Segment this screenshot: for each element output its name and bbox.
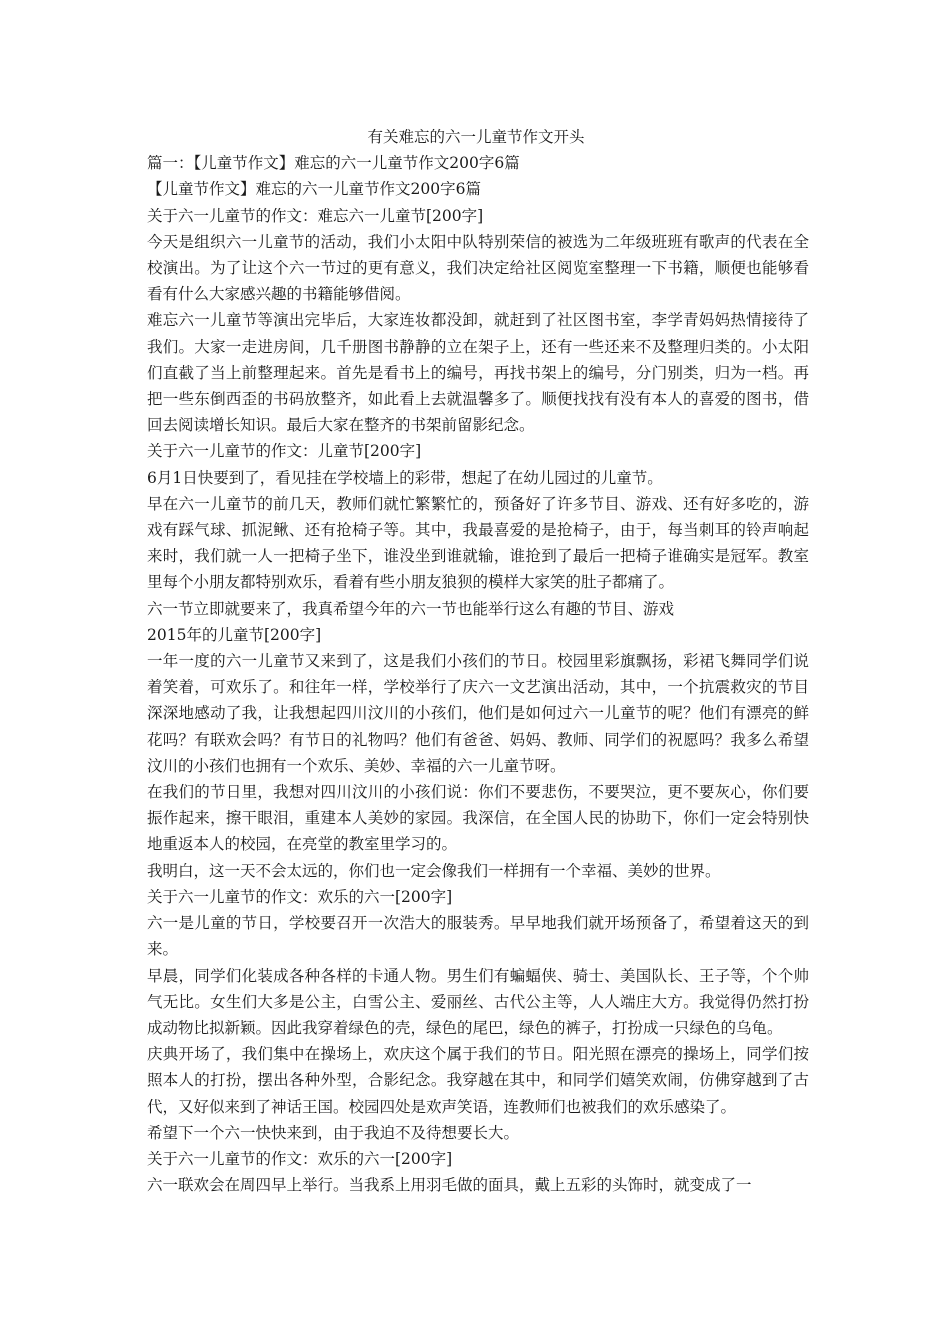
paragraph-9: 六一节立即就要来了，我真希望今年的六一节也能举行这么有趣的节目、游戏 bbox=[147, 599, 675, 618]
paragraph-13: 我明白，这一天不会太远的，你们也一定会像我们一样拥有一个幸福、美妙的世界。 bbox=[147, 861, 721, 880]
paragraph-14: 关于六一儿童节的作文：欢乐的六一[200字] bbox=[147, 887, 453, 906]
paragraph-8: 早在六一儿童节的前几天，教师们就忙繁繁忙的，预备好了许多节目、游戏、还有好多吃的，游戏有踩气球、抓泥鳅、还有抢椅子等。其中，我最喜爱的是抢椅子，由于，每当刺耳的铃声响起来时，我们就一人一把椅子坐下，谁没坐到谁就输，谁抢到了最后一把椅子谁确实是冠军。教室里每个小朋友都特别欢乐，看着有些小朋友狼狈的模样大家笑的肚子都痛了。 bbox=[147, 494, 809, 592]
paragraph-12: 在我们的节日里，我想对四川汶川的小孩们说：你们不要悲伤，不要哭泣，更不要灰心，你们要振作起来，擦干眼泪，重建本人美妙的家园。我深信，在全国人民的协助下，你们一定会特别快地重返本人的校园，在亮堂的教室里学习的。 bbox=[147, 783, 809, 854]
paragraph-19: 关于六一儿童节的作文：欢乐的六一[200字] bbox=[147, 1149, 453, 1168]
paragraph-1: 篇一：【儿童节作文】难忘的六一儿童节作文200字6篇 bbox=[147, 154, 520, 173]
paragraph-7: 6月1日快要到了，看见挂在学校墙上的彩带，想起了在幼儿园过的儿童节。 bbox=[147, 468, 663, 487]
paragraph-6: 关于六一儿童节的作文：儿童节[200字] bbox=[147, 442, 422, 461]
paragraph-10: 2015年的儿童节[200字] bbox=[147, 625, 322, 644]
paragraph-3: 关于六一儿童节的作文：难忘六一儿童节[200字] bbox=[147, 206, 484, 225]
paragraph-4: 今天是组织六一儿童节的活动，我们小太阳中队特别荣信的被选为二年级班班有歌声的代表在全校演出。为了让这个六一节过的更有意义，我们决定给社区阅览室整理一下书籍，顺便也能够看看有什么大家感兴趣的书籍能够借阅。 bbox=[147, 232, 809, 304]
document-title: 有关难忘的六一儿童节作文开头 bbox=[367, 128, 585, 146]
paragraph-2: 【儿童节作文】难忘的六一儿童节作文200字6篇 bbox=[147, 180, 481, 199]
paragraph-20: 六一联欢会在周四早上举行。当我系上用羽毛做的面具，戴上五彩的头饰时，就变成了一 bbox=[147, 1176, 752, 1195]
document-page bbox=[143, 124, 809, 1198]
paragraph-18: 希望下一个六一快快来到，由于我迫不及待想要长大。 bbox=[147, 1123, 520, 1142]
paragraph-16: 早晨，同学们化装成各种各样的卡通人物。男生们有蝙蝠侠、骑士、美国队长、王子等，个个帅气无比。女生们大多是公主，白雪公主、爱丽丝、古代公主等，人人端庄大方。我觉得仍然打扮成动物比拟新颖。因此我穿着绿色的壳，绿色的尾巴，绿色的裤子，打扮成一只绿色的乌龟。 bbox=[147, 966, 809, 1037]
paragraph-5: 难忘六一儿童节等演出完毕后，大家连妆都没卸，就赶到了社区图书室，李学青妈妈热情接待了我们。大家一走进房间，几千册图书静静的立在架子上，还有一些还来不及整理归类的。小太阳们直截了当上前整理起来。首先是看书上的编号，再找书架上的编号，分门别类，归为一档。再把一些东倒西歪的书码放整齐，如此看上去就温馨多了。顺便找找有没有本人的喜爱的图书，借回去阅读增长知识。最后大家在整齐的书架前留影纪念。 bbox=[147, 311, 809, 435]
paragraph-15: 六一是儿童的节日，学校要召开一次浩大的服装秀。早早地我们就开场预备了，希望着这天的到来。 bbox=[147, 914, 809, 959]
paragraph-11: 一年一度的六一儿童节又来到了，这是我们小孩们的节日。校园里彩旗飘扬，彩裙飞舞同学们说着笑着，可欢乐了。和往年一样，学校举行了庆六一文艺演出活动，其中，一个抗震救灾的节目深深地感动了我，让我想起四川汶川的小孩们，他们是如何过六一儿童节的呢？他们有漂亮的鲜花吗？有联欢会吗？有节日的礼物吗？他们有爸爸、妈妈、教师、同学们的祝愿吗？我多么希望汶川的小孩们也拥有一个欢乐、美妙、幸福的六一儿童节呀。 bbox=[147, 652, 809, 775]
paragraph-17: 庆典开场了，我们集中在操场上，欢庆这个属于我们的节日。阳光照在漂亮的操场上，同学们按照本人的打扮，摆出各种外型，合影纪念。我穿越在其中，和同学们嬉笑欢闹，仿佛穿越到了古代，又好似来到了神话王国。校园四处是欢声笑语，连教师们也被我们的欢乐感染了。 bbox=[147, 1045, 809, 1116]
